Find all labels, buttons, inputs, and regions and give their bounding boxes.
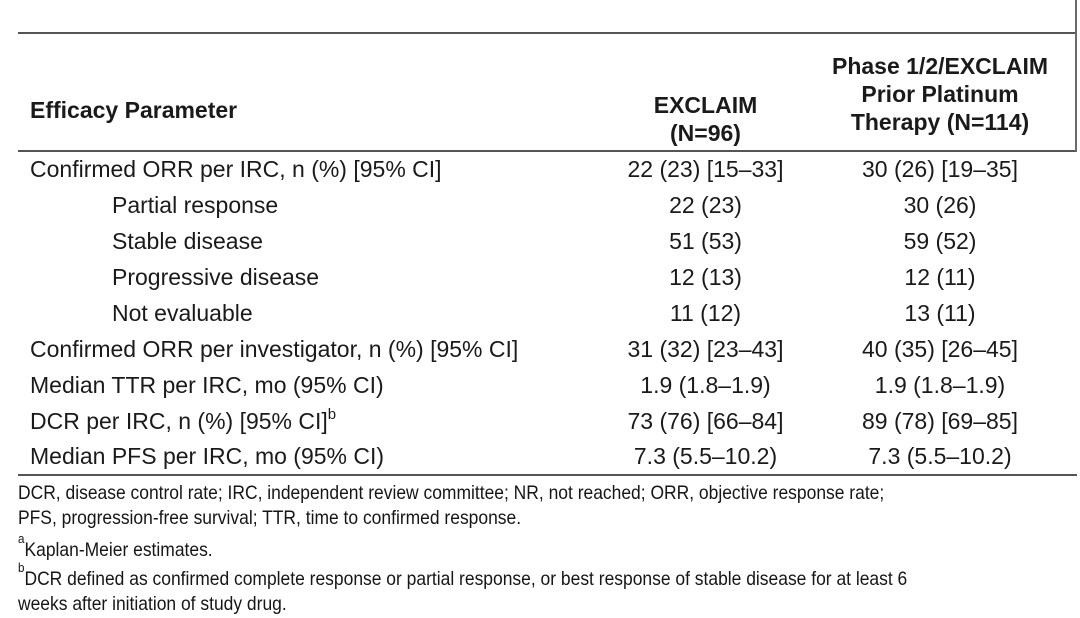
header-row [18,33,1077,151]
param-label: Progressive disease [112,263,320,290]
table-row [18,439,1077,475]
phase12-value-cell: 89 (78) [69–85] [861,407,1018,434]
exclaim-value-cell: 51 (53) [669,227,742,254]
phase12-value-cell: 13 (11) [904,299,976,326]
table-body [18,151,1077,475]
param-cell [18,403,608,439]
phase12-value-cell: 40 (35) [26–45] [861,335,1018,362]
phase12-value-cell: 7.3 (5.5–10.2) [868,443,1012,469]
footnote [18,481,1079,531]
footnote-line: DCR, disease control rate; IRC, independent review committee; NR, not reached; ORR, objective response rate; [18,482,885,504]
footnotes [18,481,1079,618]
phase12-value-cell: 1.9 (1.8–1.9) [874,371,1006,398]
param-cell [18,439,608,475]
phase12-value-cell: 30 (26) [903,191,977,218]
exclaim-value-cell: 31 (32) [23–43] [627,335,784,362]
efficacy-table-container [18,32,1077,476]
param-label: Median TTR per IRC, mo (95% CI) [30,371,384,398]
table-row [18,403,1077,439]
footnote-text: Kaplan-Meier estimates. [24,539,213,561]
column-header-phase12-prior-platinum [803,33,1077,151]
param-label: Confirmed ORR per investigator, n (%) [95% CI] [30,335,519,362]
footnote-marker: b [18,559,25,575]
table-row [18,151,1077,187]
table-row [18,223,1077,259]
param-label: DCR per IRC, n (%) [95% CI] [30,407,328,434]
param-label: Median PFS per IRC, mo (95% CI) [30,443,385,469]
exclaim-value-cell: 12 (13) [669,263,742,290]
param-cell [18,295,608,331]
exclaim-value-cell: 22 (23) [669,191,742,218]
param-cell [18,223,608,259]
param-cell [18,259,608,295]
table-row [18,367,1077,403]
exclaim-value-cell: 73 (76) [66–84] [627,407,784,434]
phase12-value-cell: 59 (52) [903,227,977,254]
efficacy-table [18,32,1077,476]
param-label: Confirmed ORR per IRC, n (%) [95% CI] [30,156,442,182]
header-line: Therapy (N=114) [850,109,1030,135]
header-line: EXCLAIM [653,92,758,118]
footnote [18,530,1079,563]
footnote [18,559,1079,617]
frame-edge-artifact [1075,0,1077,152]
column-header-efficacy-parameter [18,33,608,151]
table-row [18,259,1077,295]
param-cell [18,367,608,403]
footnote-marker: a [18,530,25,546]
footnote-text: DCR defined as confirmed complete response or partial response, or best response of stable disease for at least 6 [24,568,908,590]
phase12-value-cell: 30 (26) [19–35] [861,156,1018,182]
exclaim-value-cell: 7.3 (5.5–10.2) [633,443,778,469]
param-label: Partial response [112,191,279,218]
header-line: Phase 1/2/EXCLAIM [831,53,1049,79]
footnote-marker: b [327,405,337,423]
table-row [18,187,1077,223]
footnote-line [18,530,1079,563]
footnote-line [18,559,1079,592]
footnote-line: weeks after initiation of study drug. [18,593,287,615]
param-label: Stable disease [112,227,263,254]
header-line: Prior Platinum [861,81,1019,107]
param-cell [18,151,608,187]
header-line: (N=96) [670,120,741,146]
exclaim-value-cell: 11 (12) [669,299,742,326]
column-header-exclaim [608,33,803,151]
exclaim-value-cell: 1.9 (1.8–1.9) [640,371,771,398]
footnote-line: PFS, progression-free survival; TTR, time to confirmed response. [18,507,522,529]
param-label: Not evaluable [112,299,253,326]
exclaim-value-cell: 22 (23) [15–33] [627,156,784,182]
table-row [18,331,1077,367]
param-cell [18,187,608,223]
table-row [18,295,1077,331]
header-line: Efficacy Parameter [30,97,238,123]
phase12-value-cell: 12 (11) [904,263,976,290]
param-cell [18,331,608,367]
